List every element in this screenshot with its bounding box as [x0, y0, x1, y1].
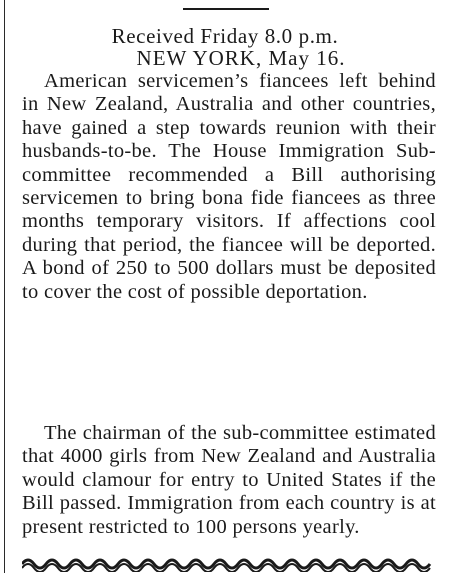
- article-paragraph-1: American servicemen’s fiancees left behind in New Zealand, Australia and other countries, have gained a step towards reunion with their husbands-to-be. The House Immigration Sub-committee recommended a Bill authorising servicemen to bring bona fide fiancees as three months temporary visitors. If affections cool during that period, the fiancee will be deported. A bond of 250 to 500 dollars must be deposited to cover the cost of possible deportation.: [22, 70, 436, 303]
- headline-rule: [183, 8, 269, 10]
- received-line: Received Friday 8.0 p.m.: [111, 24, 339, 48]
- article-paragraph-2: The chairman of the sub-committee estimated that 4000 girls from New Zealand and Australia would clamour for entry to United States if the Bill passed. Immigration from each country is at present restricted to 100 persons yearly.: [22, 422, 436, 538]
- decorative-rule-ornament: [22, 556, 436, 572]
- dateline: NEW YORK, May 16.: [136, 46, 346, 70]
- column-rule: [4, 0, 5, 573]
